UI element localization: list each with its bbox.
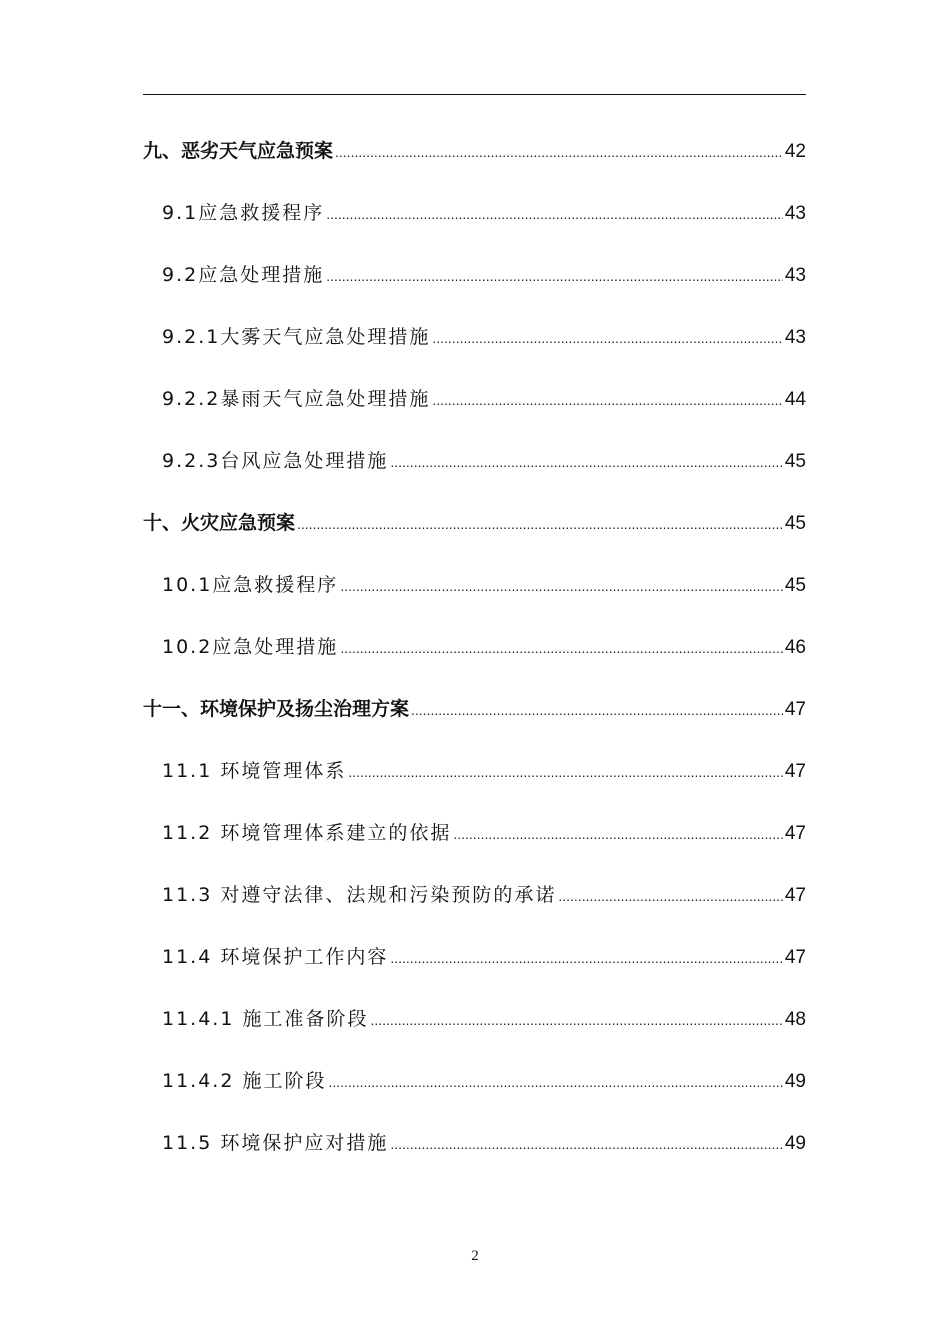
toc-entry-page: 47 — [784, 761, 806, 782]
toc-entry-page: 43 — [784, 327, 806, 348]
toc-entry[interactable] — [143, 1112, 806, 1174]
toc-entry-label: 11.5 环境保护应对措施 — [162, 1132, 389, 1154]
toc-entry-page: 49 — [784, 1071, 806, 1092]
toc-dot-leader — [340, 554, 783, 617]
toc-entry-label: 9.2.1大雾天气应急处理措施 — [162, 326, 431, 348]
toc-dot-leader — [326, 182, 783, 245]
toc-entry[interactable] — [143, 120, 806, 182]
toc-entry-label: 9.1应急救援程序 — [162, 202, 325, 224]
toc-entry-label: 11.3 对遵守法律、法规和污染预防的承诺 — [162, 884, 557, 906]
toc-entry-page: 43 — [784, 203, 806, 224]
toc-dot-leader — [328, 1050, 782, 1113]
toc-entry-page: 42 — [784, 141, 806, 162]
toc-entry[interactable] — [143, 926, 806, 988]
toc-entry-label: 十、火灾应急预案 — [143, 512, 296, 534]
toc-entry-label: 9.2.3台风应急处理措施 — [162, 450, 389, 472]
toc-entry-label: 11.4.1 施工准备阶段 — [162, 1008, 369, 1030]
toc-entry[interactable] — [143, 740, 806, 802]
toc-dot-leader — [411, 678, 783, 741]
toc-entry-page: 47 — [784, 699, 806, 720]
toc-entry-label: 十一、环境保护及扬尘治理方案 — [143, 698, 410, 720]
toc-dot-leader — [326, 244, 783, 307]
toc-entry-page: 49 — [784, 1133, 806, 1154]
toc-dot-leader — [390, 1112, 783, 1175]
toc-dot-leader — [432, 368, 783, 431]
toc-entry-page: 43 — [784, 265, 806, 286]
toc-dot-leader — [390, 430, 783, 493]
toc-entry[interactable] — [143, 678, 806, 740]
toc-entry[interactable] — [143, 368, 806, 430]
toc-dot-leader — [340, 616, 783, 679]
table-of-contents — [143, 120, 806, 1174]
toc-dot-leader — [453, 802, 783, 865]
toc-dot-leader — [558, 864, 783, 927]
toc-entry[interactable] — [143, 492, 806, 554]
toc-entry-page: 46 — [784, 637, 806, 658]
toc-entry-page: 44 — [784, 389, 806, 410]
page-number: 2 — [471, 1248, 479, 1264]
toc-entry-page: 45 — [784, 513, 806, 534]
toc-dot-leader — [390, 926, 783, 989]
toc-entry-page: 47 — [784, 947, 806, 968]
toc-entry-label: 10.1应急救援程序 — [162, 574, 339, 596]
toc-entry[interactable] — [143, 244, 806, 306]
toc-entry[interactable] — [143, 430, 806, 492]
toc-entry-label: 11.2 环境管理体系建立的依据 — [162, 822, 452, 844]
toc-dot-leader — [370, 988, 782, 1051]
toc-entry-page: 45 — [784, 575, 806, 596]
toc-entry[interactable] — [143, 988, 806, 1050]
toc-dot-leader — [348, 740, 783, 803]
toc-entry-label: 9.2应急处理措施 — [162, 264, 325, 286]
toc-entry-page: 47 — [784, 885, 806, 906]
toc-entry[interactable] — [143, 182, 806, 244]
toc-entry-label: 10.2应急处理措施 — [162, 636, 339, 658]
toc-dot-leader — [335, 120, 783, 183]
toc-entry[interactable] — [143, 616, 806, 678]
toc-entry[interactable] — [143, 306, 806, 368]
toc-dot-leader — [297, 492, 783, 555]
toc-entry-page: 48 — [784, 1009, 806, 1030]
toc-entry-label: 九、恶劣天气应急预案 — [143, 140, 334, 162]
toc-dot-leader — [432, 306, 783, 369]
header-rule — [143, 94, 806, 95]
toc-entry[interactable] — [143, 864, 806, 926]
toc-entry-label: 11.1 环境管理体系 — [162, 760, 347, 782]
toc-entry[interactable] — [143, 802, 806, 864]
toc-entry-label: 11.4.2 施工阶段 — [162, 1070, 327, 1092]
toc-entry-page: 45 — [784, 451, 806, 472]
toc-entry[interactable] — [143, 554, 806, 616]
toc-entry-page: 47 — [784, 823, 806, 844]
toc-entry[interactable] — [143, 1050, 806, 1112]
toc-entry-label: 9.2.2暴雨天气应急处理措施 — [162, 388, 431, 410]
toc-entry-label: 11.4 环境保护工作内容 — [162, 946, 389, 968]
